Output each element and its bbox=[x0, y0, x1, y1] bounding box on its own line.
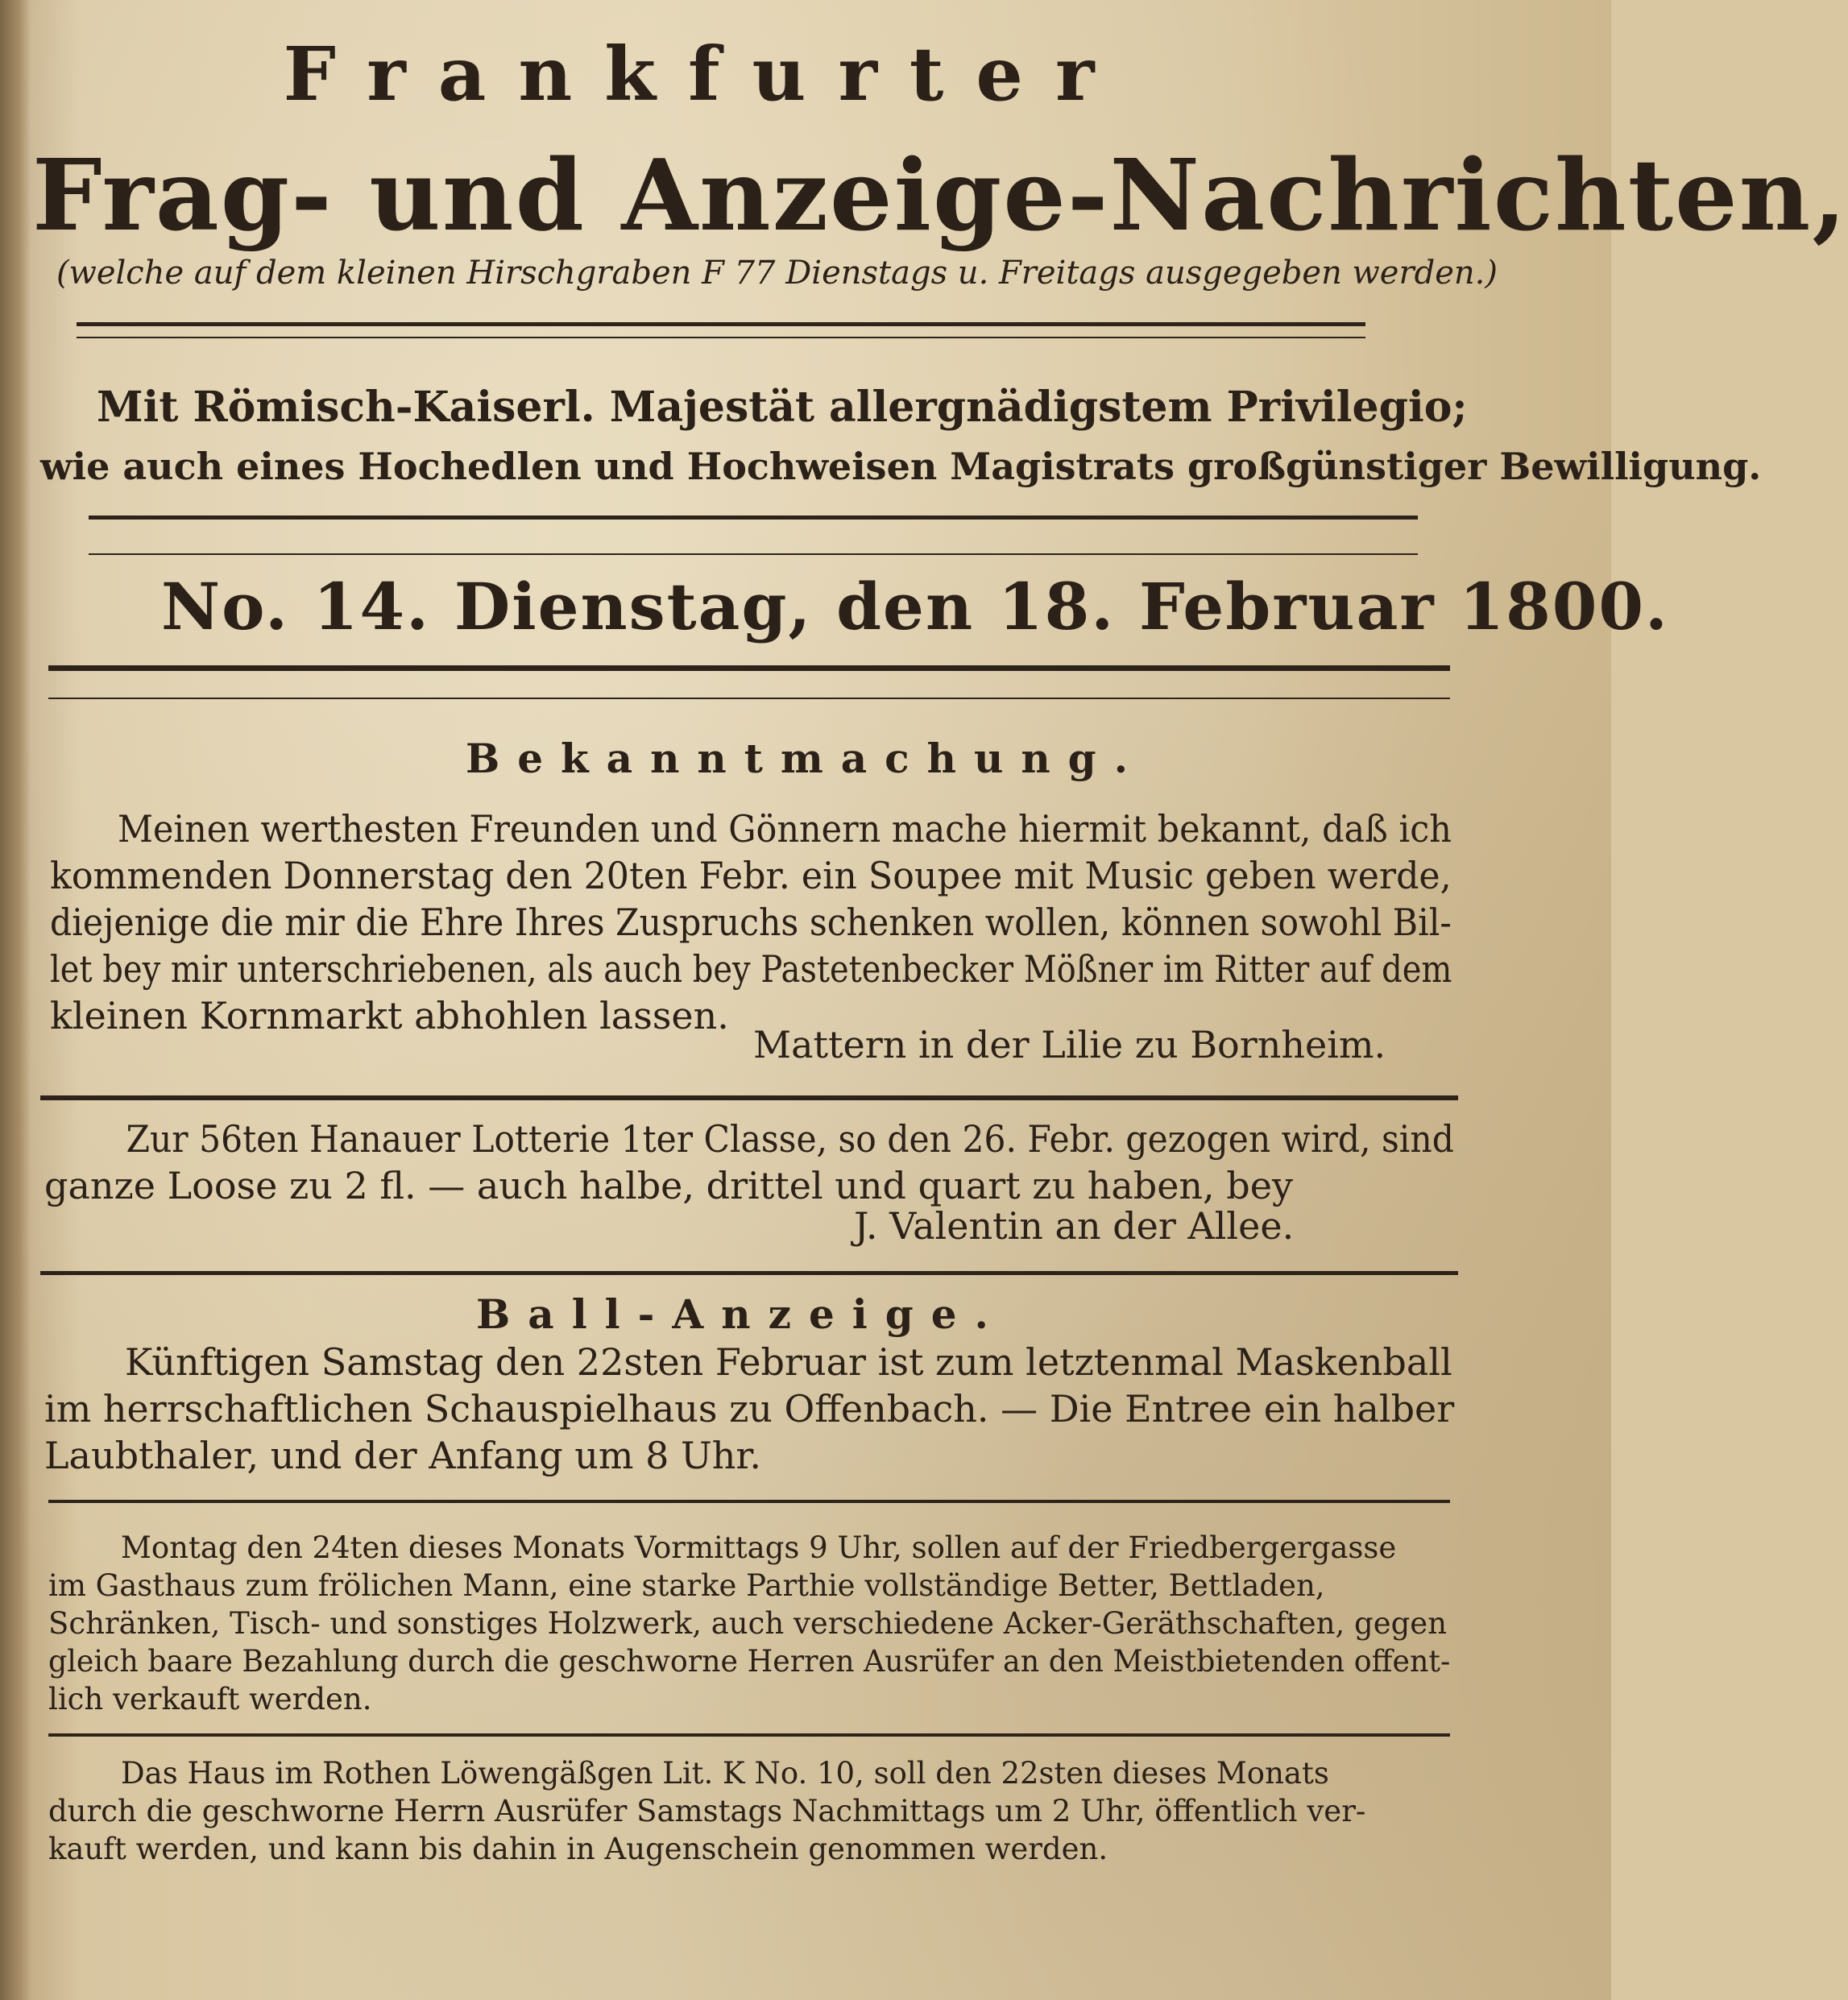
notice-line: kommenden Donnerstag den 20ten Febr. ein Soupee mit Music geben werde, bbox=[50, 854, 1452, 897]
privilege-line2: wie auch eines Hochedlen und Hochweisen Magistrats großgünstiger Bewilligung. bbox=[40, 445, 1762, 488]
issue-line: No. 14. Dienstag, den 18. Februar 1800. bbox=[161, 569, 1669, 644]
notice-line: kauft werden, und kann bis dahin in Augenschein genommen werden. bbox=[48, 1832, 1108, 1866]
notice-line: Zur 56ten Hanauer Lotterie 1ter Classe, so den 26. Febr. gezogen wird, sind bbox=[126, 1117, 1454, 1161]
notice-line: durch die geschworne Herrn Ausrüfer Samstags Nachmittags um 2 Uhr, öffentlich ver- bbox=[48, 1794, 1366, 1828]
divider-rule bbox=[77, 322, 1365, 326]
divider-rule bbox=[77, 337, 1365, 338]
notice-signature: Mattern in der Lilie zu Bornheim. bbox=[753, 1023, 1386, 1066]
notice-line: im Gasthaus zum frölichen Mann, eine starke Parthie vollständige Better, Bettladen, bbox=[48, 1568, 1325, 1603]
notice-line: Das Haus im Rothen Löwengäßgen Lit. K No. 10, soll den 22sten dieses Monats bbox=[121, 1756, 1329, 1791]
privilege-line1: Mit Römisch-Kaiserl. Majestät allergnädigstem Privilegio; bbox=[97, 383, 1468, 432]
divider-rule bbox=[89, 516, 1418, 520]
notice-body bbox=[44, 1116, 1454, 1209]
divider-rule bbox=[48, 1733, 1450, 1737]
notice-line: Laubthaler, und der Anfang um 8 Uhr. bbox=[44, 1434, 761, 1477]
masthead-title-line1: Frankfurter bbox=[283, 31, 1127, 118]
masthead-title-line2: Frag- und Anzeige-Nachrichten, bbox=[32, 137, 1848, 253]
notice-line: gleich baare Bezahlung durch die geschworne Herren Ausrüfer an den Meistbietenden offent- bbox=[48, 1644, 1451, 1679]
notice-heading: Ball-Anzeige. bbox=[476, 1290, 1006, 1338]
notice-line: Meinen werthesten Freunden und Gönnern mache hiermit bekannt, daß ich bbox=[118, 807, 1452, 851]
divider-rule bbox=[48, 698, 1450, 699]
binding-spine bbox=[0, 0, 31, 2000]
notice-signature: J. Valentin an der Allee. bbox=[854, 1204, 1295, 1248]
notice-line: Künftigen Samstag den 22sten Februar ist zum letztenmal Maskenball bbox=[125, 1340, 1452, 1384]
notice-line: diejenige die mir die Ehre Ihres Zuspruchs schenken wollen, können sowohl Bil- bbox=[50, 901, 1452, 944]
notice-line: kleinen Kornmarkt abhohlen lassen. bbox=[50, 994, 729, 1037]
divider-rule bbox=[48, 665, 1450, 671]
notice-body bbox=[48, 1529, 1450, 1718]
notice-line: Montag den 24ten dieses Monats Vormittags 9 Uhr, sollen auf der Friedbergergasse bbox=[121, 1530, 1397, 1565]
notice-body bbox=[48, 1754, 1450, 1868]
divider-rule bbox=[40, 1271, 1458, 1275]
notice-body bbox=[44, 1339, 1454, 1479]
divider-rule bbox=[48, 1500, 1450, 1503]
notice-body bbox=[50, 805, 1452, 1039]
notice-line: let bey mir unterschriebenen, als auch bey Pastetenbecker Mößner im Ritter auf dem bbox=[50, 947, 1452, 991]
notice-line: lich verkauft werden. bbox=[48, 1682, 372, 1716]
masthead-subtitle: (welche auf dem kleinen Hirschgraben F 77 Dienstags u. Freitags ausgegeben werden.) bbox=[56, 255, 1498, 292]
notice-line: Schränken, Tisch- und sonstiges Holzwerk, auch verschiedene Acker-Geräthschaften, gegen bbox=[48, 1606, 1448, 1641]
divider-rule bbox=[40, 1095, 1458, 1100]
notice-line: im herrschaftlichen Schauspielhaus zu Offenbach. — Die Entree ein halber bbox=[44, 1387, 1455, 1431]
divider-rule bbox=[89, 553, 1418, 555]
notice-heading: Bekanntmachung. bbox=[465, 735, 1146, 782]
notice-line: ganze Loose zu 2 fl. — auch halbe, drittel und quart zu haben, bey bbox=[44, 1164, 1293, 1207]
